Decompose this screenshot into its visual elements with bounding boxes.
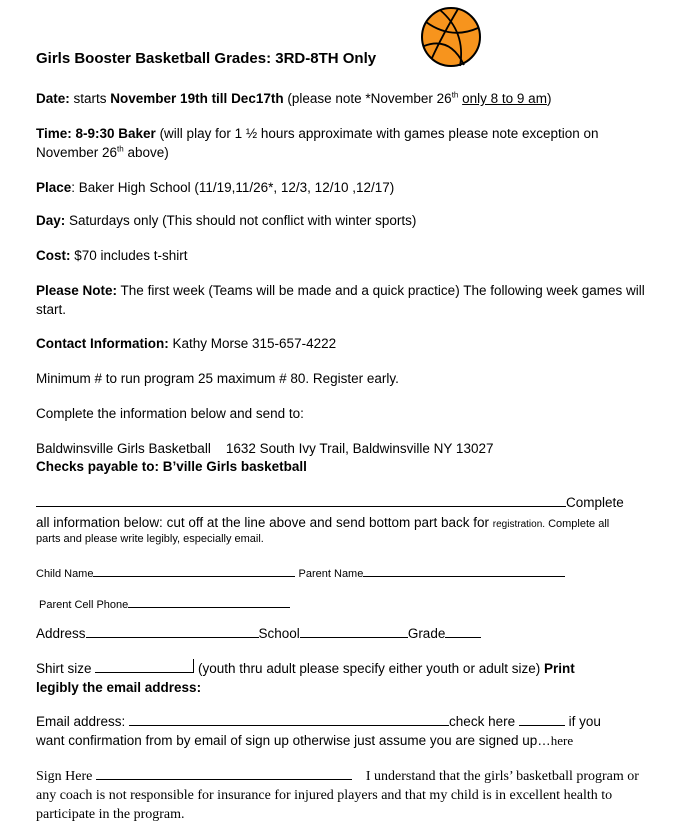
basketball-icon	[420, 6, 482, 68]
signature-row: Sign Here I understand that the girls’ basketball program or any coach is not responsible for insurance for injured players and that my child is in excellent health to participate in the program.	[36, 766, 651, 824]
address-row: Address School Grade	[36, 624, 656, 643]
send-to-line: Complete the information below and send to:	[36, 406, 304, 421]
name-row: Child Name Parent Name	[36, 563, 656, 584]
cutoff-instructions: all information below: cut off at the line above and send bottom part back for registration. Complete all	[36, 515, 610, 530]
checks-payable: Checks payable to: B’ville Girls basketball	[36, 459, 307, 474]
phone-row: Parent Cell Phone	[39, 594, 659, 615]
cost-line: Cost: $70 includes t-shirt	[36, 248, 188, 263]
contact-line: Contact Information: Kathy Morse 315-657-4222	[36, 336, 337, 351]
shirt-row: Shirt size (youth thru adult please specify either youth or adult size) Print legibly the email address:	[36, 661, 575, 695]
school-field[interactable]	[300, 624, 408, 638]
time-line: Time: 8-9:30 Baker (will play for 1 ½ hours approximate with games please note exception on November 26th above)	[36, 126, 599, 160]
shirt-size-field[interactable]	[95, 659, 194, 673]
page-title: Girls Booster Basketball Grades: 3RD-8TH Only	[36, 50, 377, 67]
cutoff-line: Complete	[36, 493, 656, 512]
note-line: Please Note: The first week (Teams will be made and a quick practice) The following week games will start.	[36, 283, 645, 317]
day-line: Day: Saturdays only (This should not conflict with winter sports)	[36, 213, 417, 228]
place-line: Place: Baker High School (11/19,11/26*, 12/3, 12/10 ,12/17)	[36, 180, 395, 195]
email-field[interactable]	[129, 712, 449, 726]
date-line: Date: starts November 19th till Dec17th (please note *November 26th only 8 to 9 am)	[36, 90, 552, 106]
minimum-line: Minimum # to run program 25 maximum # 80. Register early.	[36, 371, 399, 386]
child-name-field[interactable]	[93, 563, 295, 577]
parent-name-field[interactable]	[363, 563, 565, 577]
grade-field[interactable]	[445, 624, 481, 638]
signature-field[interactable]	[96, 766, 352, 780]
email-row: Email address: check here if you want confirmation from by email of sign up otherwise just assume you are signed up…here	[36, 714, 601, 748]
parent-cell-field[interactable]	[128, 594, 290, 608]
address-field[interactable]	[86, 624, 259, 638]
mailing-address: Baldwinsville Girls Basketball 1632 South Ivy Trail, Baldwinsville NY 13027	[36, 441, 494, 456]
cutoff-instructions-2: parts and please write legibly, especially email.	[36, 533, 264, 545]
confirmation-checkbox[interactable]	[519, 712, 565, 726]
